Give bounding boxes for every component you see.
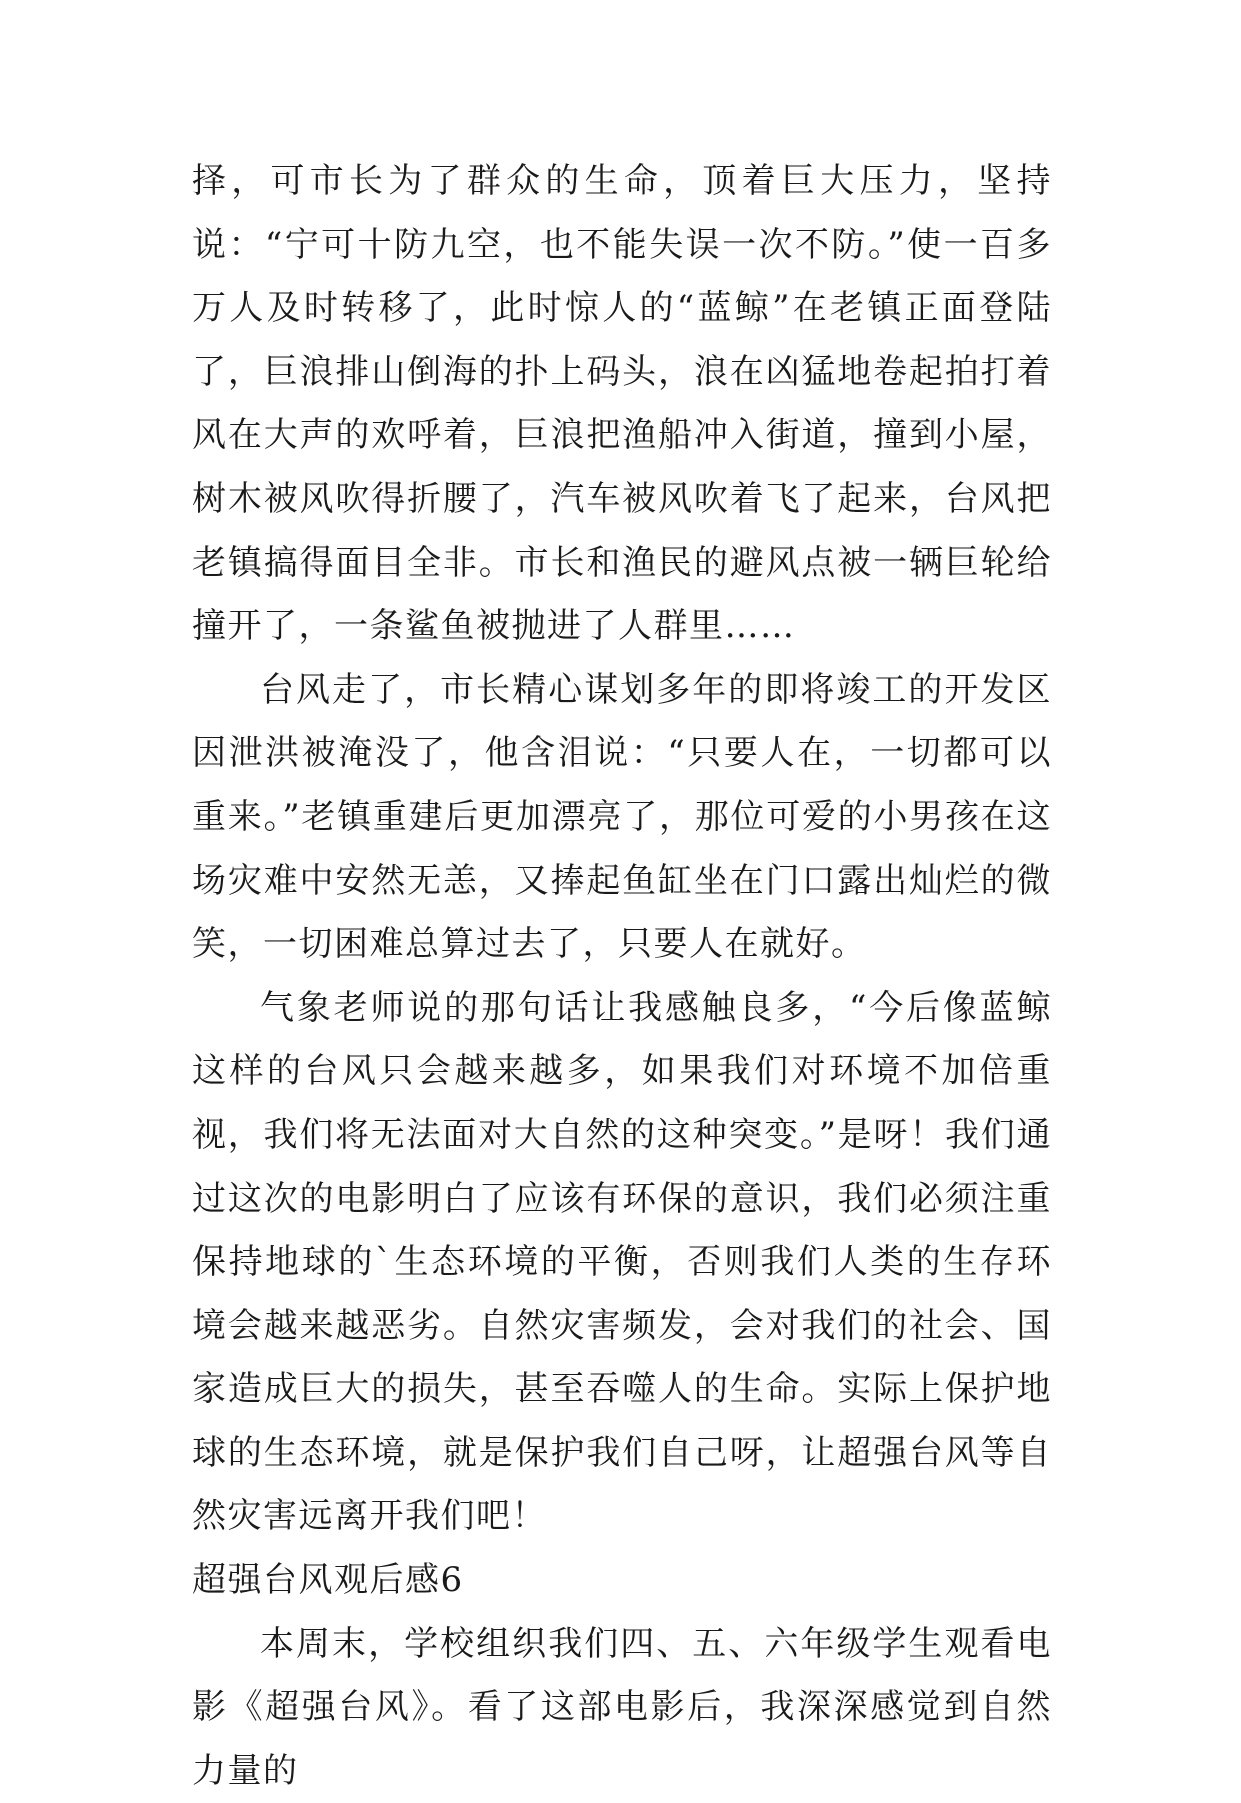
paragraph-typhoon-landfall: 择，可市长为了群众的生命，顶着巨大压力，坚持说：“宁可十防九空，也不能失误一次不防。”使一百多万人及时转移了，此时惊人的“蓝鲸”在老镇正面登陆了，巨浪排山倒海的扑上码头，浪在凶猛地卷起拍打着风在大声的欢呼着，巨浪把渔船冲入街道，撞到小屋，树木被风吹得折腰了，汽车被风吹着飞了起来，台风把老镇搞得面目全非。市长和渔民的避风点被一辆巨轮给撞开了，一条鲨鱼被抛进了人群里……	[192, 161, 1052, 647]
paragraph-reflection: 气象老师说的那句话让我感触良多，“今后像蓝鲸这样的台风只会越来越多，如果我们对环境不加倍重视，我们将无法面对大自然的这种突变。”是呀！我们通过这次的电影明白了应该有环保的意识，我们必须注重保持地球的`生态环境的平衡，否则我们人类的生存环境会越来越恶劣。自然灾害频发，会对我们的社会、国家造成巨大的损失，甚至吞噬人的生命。实际上保护地球的生态环境，就是保护我们自己呀，让超强台风等自然灾害远离开我们吧！	[192, 987, 1052, 1537]
paragraph-weekend-movie: 本周末，学校组织我们四、五、六年级学生观看电影《超强台风》。看了这部电影后，我深深感觉到自然力量的	[192, 1623, 1052, 1791]
document-body	[192, 150, 1052, 1803]
section-heading: 超强台风观后感6	[192, 1560, 464, 1601]
paragraph-after-typhoon: 台风走了，市长精心谋划多年的即将竣工的开发区因泄洪被淹没了，他含泪说：“只要人在，一切都可以重来。”老镇重建后更加漂亮了，那位可爱的小男孩在这场灾难中安然无恙，又捧起鱼缸坐在门口露出灿烂的微笑，一切困难总算过去了，只要人在就好。	[192, 669, 1052, 965]
